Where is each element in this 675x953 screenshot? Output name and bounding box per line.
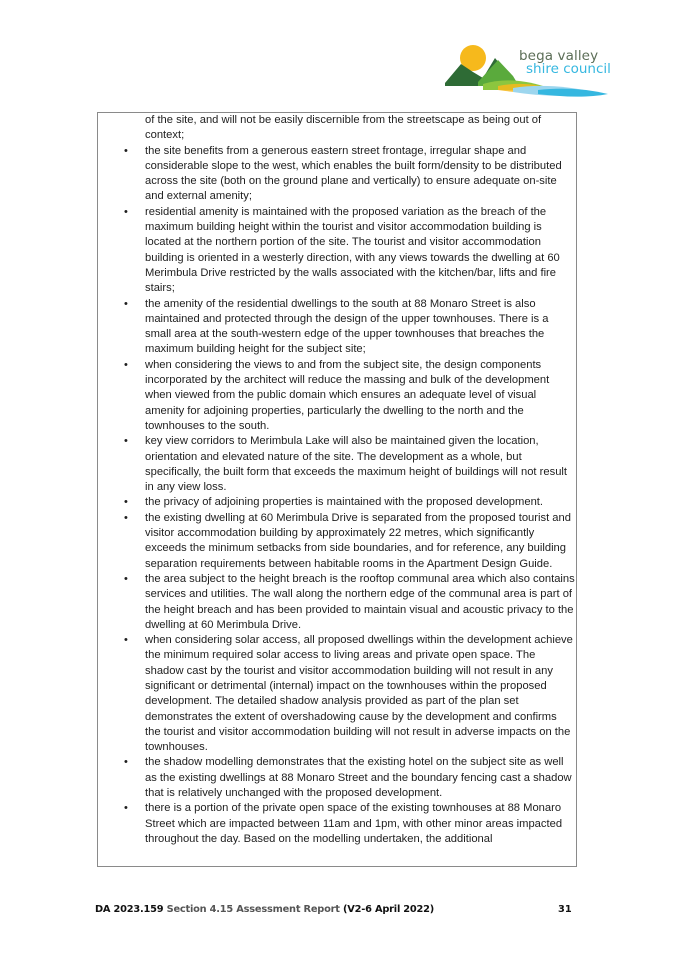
bullet-icon: •: [124, 297, 128, 310]
logo-text-bega-valley: bega valley: [519, 48, 599, 64]
list-item: [124, 572, 575, 633]
footer-doc-reference: [95, 904, 434, 915]
list-item-text: residential amenity is maintained with the proposed variation as the breach of the maximum building height within the tourist and visitor accommodation building is located at the northern portion of the site. The tourist and visitor accommodation building is oriented in a westerly direction, with any views towards the dwelling at 60 Merimbula Drive restricted by the walls associated with the kitchen/bar, lifts and fire stairs;: [145, 205, 560, 295]
document-body: [124, 113, 575, 847]
list-item: [124, 297, 575, 358]
bullet-icon: •: [124, 756, 128, 769]
list-item-text: there is a portion of the private open space of the existing townhouses at 88 Monaro Street which are impacted between 11am and 1pm, with other minor areas impacted throughout the day. Based on the modelling undertaken, the additional: [145, 802, 563, 845]
list-item-text: when considering the views to and from the subject site, the design components incorporated by the architect will reduce the massing and bulk of the development when viewed from the public domain which ensures an adequate level of visual amenity for adjoining properties, particularly the dwelling to the north and the townhouses to the south.: [145, 358, 550, 432]
logo-text-shire-council: shire council: [526, 61, 611, 77]
list-item: [124, 801, 575, 847]
list-item-text: the privacy of adjoining properties is maintained with the proposed development.: [145, 496, 544, 509]
list-item-text: the shadow modelling demonstrates that the existing hotel on the subject site as well as the existing dwellings at 88 Monaro Street and the boundary fencing cast a shadow that is relatively unchanged with the proposed development.: [145, 756, 572, 800]
bullet-icon: •: [124, 634, 128, 647]
bullet-icon: •: [124, 144, 128, 157]
list-item: [124, 755, 575, 801]
bullet-icon: •: [124, 205, 128, 218]
list-item-text: when considering solar access, all proposed dwellings within the development achieve the minimum required solar access to living areas and private open space. The shadow cast by the tourist and visitor accommodation building will not result in any significant or detrimental (internal) impact on the townhouses within the proposed development. The detailed shadow analysis provided as part of the plan set demonstrates the extent of overshadowing cause by the development and confirms the tourist and visitor accommodation building will not result in adverse impacts on the townhouses.: [145, 634, 573, 754]
list-item: [124, 434, 575, 495]
list-item: [124, 205, 575, 297]
list-item-text: the amenity of the residential dwellings to the south at 88 Monaro Street is also maintained and protected through the design of the upper townhouses. There is a small area at the south-western edge of the upper townhouses that breaches the maximum building height for the subject site;: [145, 297, 549, 356]
bullet-icon: •: [124, 496, 128, 509]
bullet-icon: •: [124, 511, 128, 524]
footer-doc-title: Section 4.15 Assessment Report: [166, 904, 340, 915]
bullet-icon: •: [124, 358, 128, 371]
footer-version: (V2-6 April 2022): [342, 904, 435, 915]
bullet-icon: •: [124, 802, 128, 815]
page-number: 31: [558, 904, 572, 915]
list-item: [124, 144, 575, 205]
list-item-text: the area subject to the height breach is the rooftop communal area which also contains services and utilities. The wall along the northern edge of the communal area is part of the height breach and has been provided to maintain visual and acoustic privacy to the dwelling at 60 Merimbula Drive.: [145, 572, 575, 631]
list-item-text: key view corridors to Merimbula Lake will also be maintained given the location, orientation and elevated nature of the site. The development as a whole, but specifically, the built form that exceeds the maximum height of buildings will not result in any view loss.: [145, 435, 568, 494]
continuation-text: of the site, and will not be easily discernible from the streetscape as being out of context;: [145, 114, 542, 142]
footer-doc-number: DA 2023.159: [95, 904, 164, 915]
list-item: [124, 511, 575, 572]
bullet-icon: •: [124, 435, 128, 448]
bullet-icon: •: [124, 572, 128, 585]
list-item-text: the existing dwelling at 60 Merimbula Drive is separated from the proposed tourist and visitor accommodation building by approximately 22 metres, which significantly exceeds the minimum setbacks from side boundaries, and for reference, any building separation requirements between habitable rooms in the Apartment Design Guide.: [145, 511, 571, 570]
list-item: [124, 495, 575, 510]
list-item: [124, 633, 575, 755]
list-item-text: the site benefits from a generous eastern street frontage, irregular shape and considerable slope to the west, which enables the built form/density to be distributed across the site (both on the ground plane and vertically) to ensure adequate on-site and external amenity;: [145, 144, 562, 203]
list-item: [124, 358, 575, 434]
